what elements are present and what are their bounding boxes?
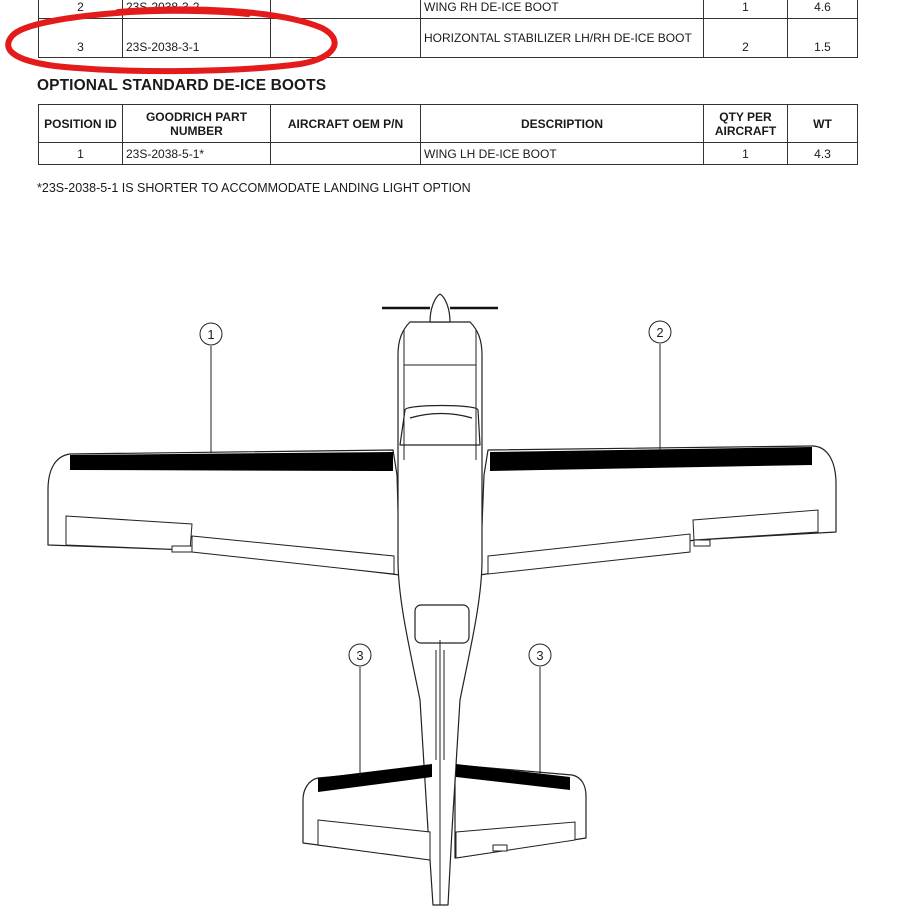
- cell-description: WING LH DE-ICE BOOT: [421, 143, 704, 165]
- footnote: *23S-2038-5-1 IS SHORTER TO ACCOMMODATE LANDING LIGHT OPTION: [37, 181, 471, 195]
- cell-description: HORIZONTAL STABILIZER LH/RH DE-ICE BOOT: [421, 19, 704, 58]
- callout-label: 2: [656, 325, 664, 340]
- header-oem-pn: AIRCRAFT OEM P/N: [271, 105, 421, 143]
- callout-label: 3: [536, 648, 544, 663]
- cell-part-number: 23S-2038-3-1: [123, 19, 271, 58]
- cell-qty: 2: [704, 19, 788, 58]
- header-description: DESCRIPTION: [421, 105, 704, 143]
- header-wt: WT: [788, 105, 858, 143]
- header-part-number: GOODRICH PART NUMBER: [123, 105, 271, 143]
- canopy: [400, 406, 480, 446]
- cell-part-number: 23S-2038-5-1*: [123, 143, 271, 165]
- cell-wt: 1.5: [788, 19, 858, 58]
- cell-wt: 4.3: [788, 143, 858, 165]
- section-title: OPTIONAL STANDARD DE-ICE BOOTS: [37, 77, 327, 94]
- header-qty: QTY PER AIRCRAFT: [704, 105, 788, 143]
- fuselage-hatch: [415, 605, 469, 643]
- cell-position-id: 3: [39, 19, 123, 58]
- cell-qty: 1: [704, 143, 788, 165]
- callout-label: 1: [207, 327, 215, 342]
- cell-wt: 4.6: [788, 0, 858, 19]
- boot-left-wing: [70, 452, 393, 471]
- header-position-id: POSITION ID: [39, 105, 123, 143]
- spinner: [430, 294, 450, 322]
- cell-qty: 1: [704, 0, 788, 19]
- cell-description: WING RH DE-ICE BOOT: [421, 0, 704, 19]
- callout-label: 3: [356, 648, 364, 663]
- cell-position-id: 2: [39, 0, 123, 19]
- cell-part-number: 23S-2038-3-2: [123, 0, 271, 19]
- cell-position-id: 1: [39, 143, 123, 165]
